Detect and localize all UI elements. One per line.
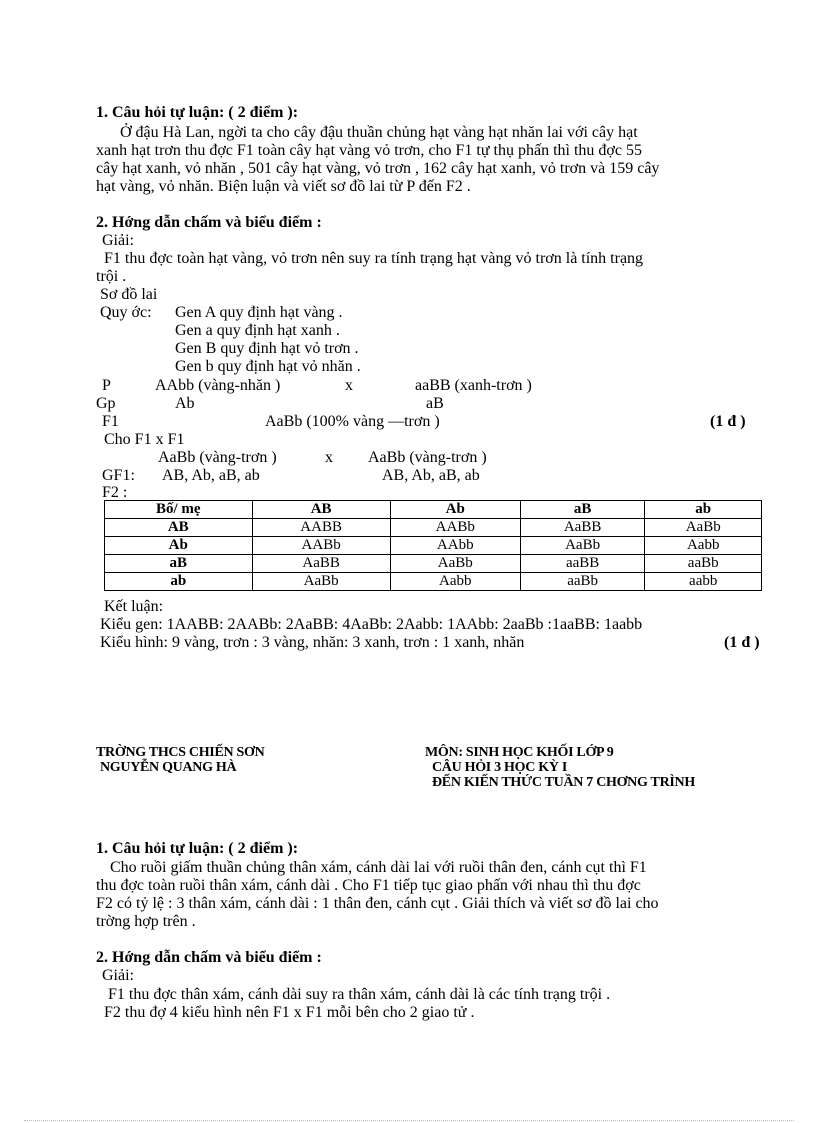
kieu-hinh: Kiểu hình: 9 vàng, trơn : 3 vàng, nhăn: 3 xanh, trơn : 1 xanh, nhăn xyxy=(100,634,525,651)
q2-line-3: F2 có tỷ lệ : 3 thân xám, cánh dài : 1 thân đen, cánh cụt . Giải thích và viết sơ đồ lai cho xyxy=(96,895,659,912)
q1-line-4: hạt vàng, vỏ nhăn. Biện luận và viết sơ đồ lai từ P đến F2 . xyxy=(96,178,471,195)
a1-quy-uoc-label: Quy ớc: xyxy=(100,304,152,321)
table-header-cell: Bố/ mẹ xyxy=(105,501,253,519)
a1-giai: Giải: xyxy=(102,232,134,249)
a1-f1-line-2: trội . xyxy=(96,268,127,285)
table-cell: AaBb xyxy=(390,555,520,573)
table-cell: AaBb xyxy=(520,537,645,555)
gene-rule-1: Gen A quy định hạt vàng . xyxy=(175,304,343,321)
q1-line-3: cây hạt xanh, vỏ nhăn , 501 cây hạt vàng, vỏ trơn , 162 cây hạt xanh, vỏ trơn và 159 cây xyxy=(96,160,660,177)
table-row xyxy=(105,519,762,537)
q2-line-1: Cho ruồi giấm thuần chủng thân xám, cánh dài lai với ruồi thân đen, cánh cụt thì F1 xyxy=(110,859,647,876)
a1-title: 2. Hớng dẫn chấm và biểu điểm : xyxy=(96,214,322,231)
table-cell: AaBb xyxy=(252,573,390,591)
school-name: TRỜNG THCS CHIẾN SƠN xyxy=(96,745,265,760)
ket-luan: Kết luận: xyxy=(104,598,164,615)
a2-giai: Giải: xyxy=(102,967,134,984)
p-cross: x xyxy=(345,377,353,394)
table-cell: AaBB xyxy=(520,519,645,537)
table-cell: AaBb xyxy=(645,519,762,537)
gp-left: Ab xyxy=(175,395,195,412)
table-header-cell: aB xyxy=(520,501,645,519)
q2-title: 1. Câu hỏi tự luận: ( 2 điểm ): xyxy=(96,840,299,857)
table-row-header: AB xyxy=(105,519,253,537)
table-cell: aabb xyxy=(645,573,762,591)
p-left: AAbb (vàng-nhăn ) xyxy=(155,377,281,394)
score-1: (1 đ ) xyxy=(710,413,746,430)
gf1-label: GF1: xyxy=(102,467,135,484)
f1-label: F1 xyxy=(102,413,119,430)
table-row-header: aB xyxy=(105,555,253,573)
gf1-left: AB, Ab, aB, ab xyxy=(162,467,260,484)
p-label: P xyxy=(102,377,111,394)
a1-so-do: Sơ đồ lai xyxy=(100,286,158,303)
f2-label: F2 : xyxy=(102,484,128,501)
f1-value: AaBb (100% vàng —trơn ) xyxy=(265,413,440,430)
q1-line-1: Ở đậu Hà Lan, ngời ta cho cây đậu thuần chủng hạt vàng hạt nhăn lai với cây hạt xyxy=(120,124,638,141)
a2-line-1: F1 thu đợc thân xám, cánh dài suy ra thân xám, cánh dài là các tính trạng trội . xyxy=(108,986,611,1003)
a2-title: 2. Hớng dẫn chấm và biểu điểm : xyxy=(96,949,322,966)
table-header-cell: ab xyxy=(645,501,762,519)
gene-rule-3: Gen B quy định hạt vỏ trơn . xyxy=(175,340,359,357)
punnett-table xyxy=(104,500,762,591)
table-cell: AABB xyxy=(252,519,390,537)
table-cell: Aabb xyxy=(390,573,520,591)
table-row xyxy=(105,573,762,591)
gene-rule-2: Gen a quy định hạt xanh . xyxy=(175,322,340,339)
page-bottom-divider xyxy=(24,1120,794,1121)
q1-title: 1. Câu hỏi tự luận: ( 2 điểm ): xyxy=(96,104,299,121)
a2-line-2: F2 thu đợ 4 kiểu hình nên F1 x F1 mỗi bên cho 2 giao tử . xyxy=(104,1004,475,1021)
table-cell: Aabb xyxy=(645,537,762,555)
question-line: CÂU HỎI 3 HỌC KỲ I xyxy=(432,760,567,775)
q1-line-2: xanh hạt trơn thu đợc F1 toàn cây hạt vàng vỏ trơn, cho F1 tự thụ phấn thì thu đợc 55 xyxy=(96,142,642,159)
q2-line-4: trờng hợp trên . xyxy=(96,913,196,930)
table-row-header: ab xyxy=(105,573,253,591)
f1x-cross: x xyxy=(325,449,333,466)
table-row xyxy=(105,537,762,555)
f1x-right: AaBb (vàng-trơn ) xyxy=(368,449,487,466)
q2-line-2: thu đợc toàn ruồi thân xám, cánh dài . Cho F1 tiếp tục giao phấn với nhau thì thu đợc xyxy=(96,877,641,894)
gf1-right: AB, Ab, aB, ab xyxy=(382,467,480,484)
table-cell: AABb xyxy=(252,537,390,555)
subject-line: MÔN: SINH HỌC KHỐI LỚP 9 xyxy=(425,745,614,760)
table-cell: aaBb xyxy=(645,555,762,573)
table-row xyxy=(105,555,762,573)
table-cell: aaBb xyxy=(520,573,645,591)
score-2: (1 đ ) xyxy=(724,634,760,651)
table-row-header: Ab xyxy=(105,537,253,555)
table-header-row xyxy=(105,501,762,519)
teacher-name: NGUYỄN QUANG HÀ xyxy=(100,760,237,775)
p-right: aaBB (xanh-trơn ) xyxy=(415,377,532,394)
gp-right: aB xyxy=(426,395,444,412)
table-header-cell: Ab xyxy=(390,501,520,519)
kieu-gen: Kiểu gen: 1AABB: 2AABb: 2AaBB: 4AaBb: 2Aabb: 1AAbb: 2aaBb :1aaBB: 1aabb xyxy=(100,616,643,633)
table-cell: AABb xyxy=(390,519,520,537)
a1-f1-line-1: F1 thu đợc toàn hạt vàng, vỏ trơn nên suy ra tính trạng hạt vàng vỏ trơn là tính trạng xyxy=(104,250,644,267)
table-header-cell: AB xyxy=(252,501,390,519)
table-cell: aaBB xyxy=(520,555,645,573)
table-cell: AAbb xyxy=(390,537,520,555)
f1-cross-intro: Cho F1 x F1 xyxy=(104,431,185,448)
f1x-left: AaBb (vàng-trơn ) xyxy=(158,449,277,466)
gene-rule-4: Gen b quy định hạt vỏ nhăn . xyxy=(175,358,361,375)
table-cell: AaBB xyxy=(252,555,390,573)
gp-label: Gp xyxy=(96,395,116,412)
scope-line: ĐẾN KIẾN THỨC TUẦN 7 CHƠNG TRÌNH xyxy=(432,775,695,790)
